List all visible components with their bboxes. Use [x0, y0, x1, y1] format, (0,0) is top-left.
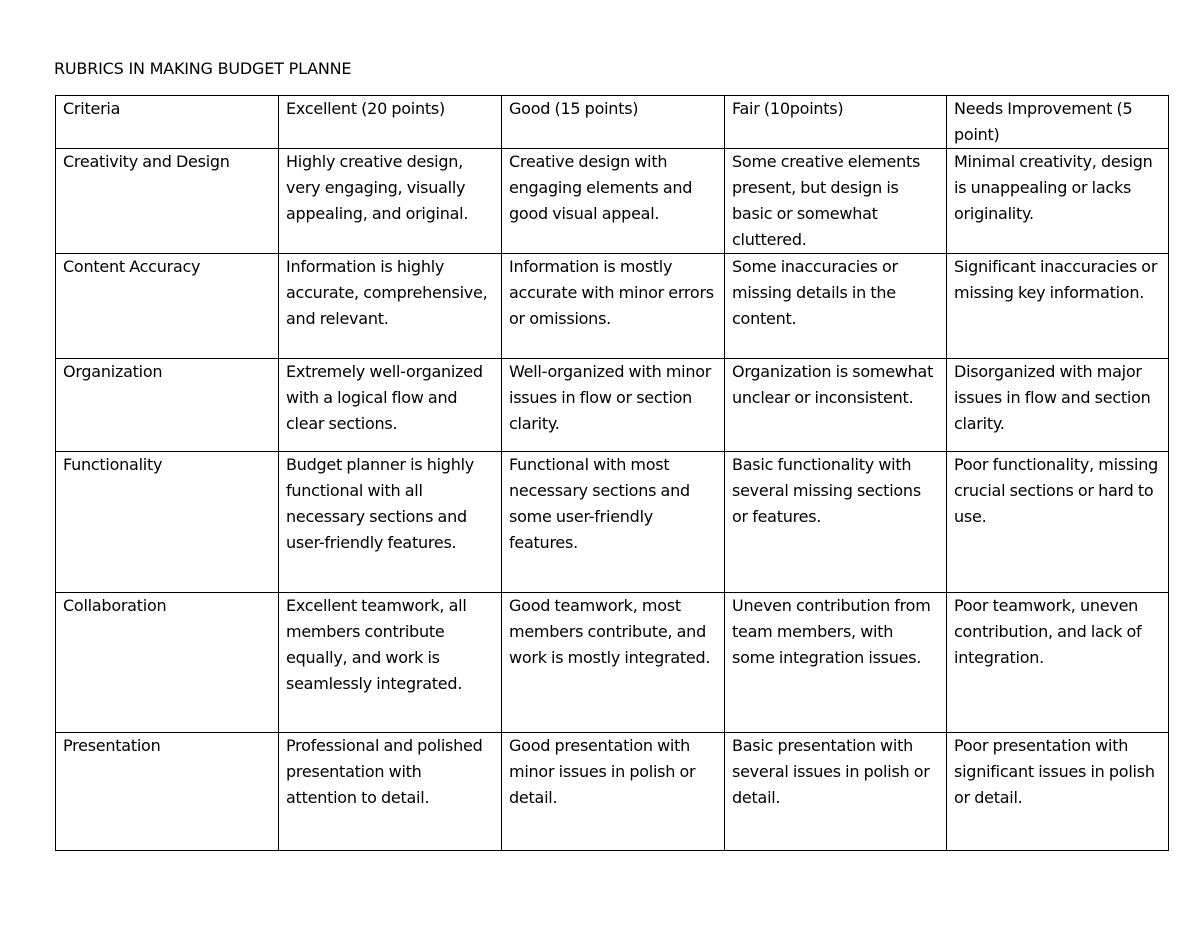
fair-cell: Some creative elements present, but design is basic or somewhat cluttered.	[725, 149, 947, 254]
header-excellent: Excellent (20 points)	[279, 96, 502, 149]
excellent-cell: Highly creative design, very engaging, visually appealing, and original.	[279, 149, 502, 254]
header-needs-improvement: Needs Improvement (5 point)	[947, 96, 1169, 149]
excellent-cell: Information is highly accurate, comprehensive, and relevant.	[279, 254, 502, 359]
good-cell: Creative design with engaging elements and good visual appeal.	[502, 149, 725, 254]
table-row	[56, 733, 1169, 851]
excellent-cell: Excellent teamwork, all members contribute equally, and work is seamlessly integrated.	[279, 593, 502, 733]
fair-cell: Basic functionality with several missing sections or features.	[725, 452, 947, 593]
fair-cell: Some inaccuracies or missing details in the content.	[725, 254, 947, 359]
excellent-cell: Budget planner is highly functional with all necessary sections and user-friendly features.	[279, 452, 502, 593]
needs-improvement-cell: Minimal creativity, design is unappealing or lacks originality.	[947, 149, 1169, 254]
excellent-cell: Professional and polished presentation with attention to detail.	[279, 733, 502, 851]
criterion-cell: Collaboration	[56, 593, 279, 733]
table-row	[56, 452, 1169, 593]
table-header-row	[56, 96, 1169, 149]
good-cell: Information is mostly accurate with minor errors or omissions.	[502, 254, 725, 359]
excellent-cell: Extremely well-organized with a logical flow and clear sections.	[279, 359, 502, 452]
document-title: RUBRICS IN MAKING BUDGET PLANNE	[54, 59, 352, 78]
good-cell: Well-organized with minor issues in flow or section clarity.	[502, 359, 725, 452]
table-row	[56, 254, 1169, 359]
needs-improvement-cell: Poor presentation with significant issues in polish or detail.	[947, 733, 1169, 851]
needs-improvement-cell: Disorganized with major issues in flow and section clarity.	[947, 359, 1169, 452]
table-row	[56, 149, 1169, 254]
rubric-table	[55, 95, 1169, 851]
header-good: Good (15 points)	[502, 96, 725, 149]
needs-improvement-cell: Poor teamwork, uneven contribution, and lack of integration.	[947, 593, 1169, 733]
needs-improvement-cell: Poor functionality, missing crucial sections or hard to use.	[947, 452, 1169, 593]
criterion-cell: Organization	[56, 359, 279, 452]
good-cell: Functional with most necessary sections and some user-friendly features.	[502, 452, 725, 593]
fair-cell: Basic presentation with several issues in polish or detail.	[725, 733, 947, 851]
fair-cell: Uneven contribution from team members, with some integration issues.	[725, 593, 947, 733]
header-fair: Fair (10points)	[725, 96, 947, 149]
criterion-cell: Presentation	[56, 733, 279, 851]
table-row	[56, 359, 1169, 452]
criterion-cell: Content Accuracy	[56, 254, 279, 359]
criterion-cell: Functionality	[56, 452, 279, 593]
good-cell: Good presentation with minor issues in polish or detail.	[502, 733, 725, 851]
header-criteria: Criteria	[56, 96, 279, 149]
good-cell: Good teamwork, most members contribute, and work is mostly integrated.	[502, 593, 725, 733]
needs-improvement-cell: Significant inaccuracies or missing key information.	[947, 254, 1169, 359]
criterion-cell: Creativity and Design	[56, 149, 279, 254]
fair-cell: Organization is somewhat unclear or inconsistent.	[725, 359, 947, 452]
table-row	[56, 593, 1169, 733]
